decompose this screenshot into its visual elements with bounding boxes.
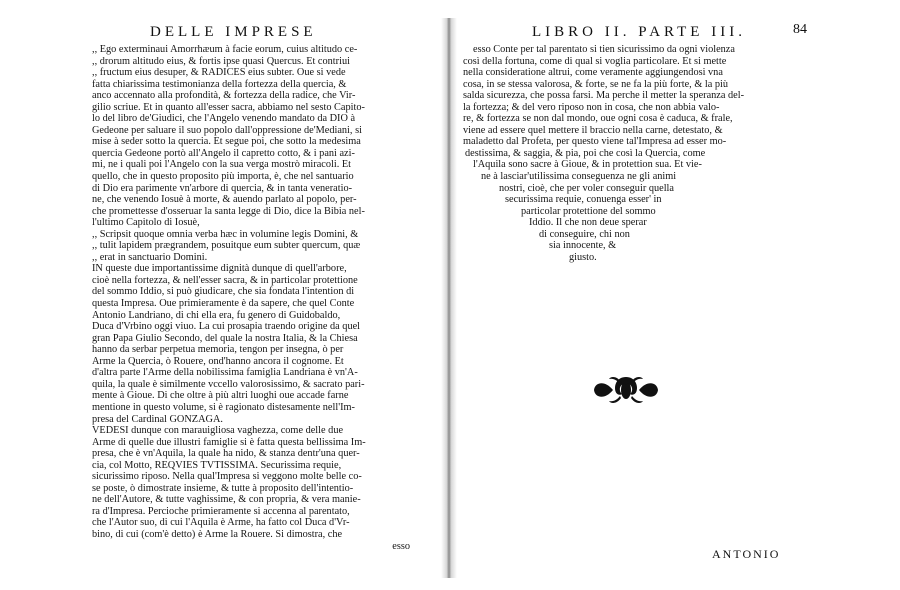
text-line: cia, col Motto, REQVIES TVTISSIMA. Securissima requie,	[92, 459, 342, 471]
text-line: ne à lasciar'utilissima conseguenza ne gli animi	[481, 171, 677, 183]
text-line: ,, Scripsit quoque omnia verba hæc in volumine legis Domini, &	[92, 228, 359, 240]
catchword: esso	[392, 540, 410, 552]
text-line: VEDESI dunque con marauigliosa vaghezza, come delle due	[92, 425, 344, 437]
text-line: ,, Ego exterminaui Amorrhæum à facie eorum, cuius altitudo ce-	[92, 44, 358, 55]
text-line: salda sicurezza, che possa farsi. Ma perche il metter la speranza del-	[463, 90, 745, 102]
text-line: Arme la Quercia, ò Rouere, ond'hanno ancora il cognome. Et	[92, 355, 344, 367]
text-line: particolar protettione del sommo	[521, 205, 656, 217]
text-line: fatta chiarissima testimonianza della fortezza della quercia, &	[92, 78, 347, 90]
text-line: mente à Gioue. Di che oltre à più altri luoghi oue accade farne	[92, 390, 349, 402]
text-line: del sommo Iddio, si può giudicare, che sia fondata l'intention di	[92, 286, 355, 298]
text-line: l'ultimo Capitolo di Iosuè,	[92, 217, 200, 229]
text-line: la fortezza; & del vero riposo non in cosa, che non abbia valo-	[463, 101, 720, 113]
text-line: mentione in questo volume, si è ragionato distesamente nell'Im-	[92, 401, 355, 413]
text-line: presa, che è vn'Aquila, la quale ha nido, & stanza dentr'una quer-	[92, 448, 360, 460]
text-line: Antonio Landriano, di chi ella era, fu genero di Guidobaldo,	[92, 309, 341, 321]
text-line: Arme di quelle due illustri famiglie si è fatta questa bellissima Im-	[92, 436, 366, 448]
text-line: hanno da serbar perpetua memoria, tengon per insegna, ò per	[92, 344, 344, 356]
text-line: quila, la quale è similmente vccello valorosissimo, & sacrato pari-	[92, 378, 365, 390]
text-line: mise à seder sotto la quercia. Et segue poi, che sotto la medesima	[92, 136, 361, 148]
text-line: lo del libro de'Giudici, che l'Angelo venendo mandato da DIO à	[92, 113, 356, 125]
right-running-head: LIBRO II. PARTE III.	[532, 24, 746, 40]
text-line: quercia Gedeone portò all'Angelo il capretto cotto, & i pani azi-	[92, 147, 355, 159]
text-line: Gedeone per saluare il suo popolo dall'oppressione de'Mediani, si	[92, 124, 362, 136]
text-line: destissima, & saggia, & pia, poi che così la Quercia, come	[465, 147, 706, 159]
text-line: d'altra parte l'Arme della nobilissima famiglia Landriana è vn'A-	[92, 367, 358, 379]
text-line: re, & fortezza se non dal mondo, oue ogni cosa è caduca, & frale,	[463, 113, 733, 125]
text-line: bino, di cui (com'è detto) è Arme la Rouere. Si dimostra, che	[92, 528, 343, 540]
text-line: Duca d'Vrbino oggi viuo. La cui prosapia traendo origine da quel	[92, 321, 361, 333]
text-line: se poste, ò dimostrate insieme, & tutte à proposito dell'intentio-	[92, 482, 354, 494]
left-running-head: DELLE IMPRESE	[150, 24, 317, 40]
text-line: di Dio era parimente vn'arbore di quercia, & in tanta veneratio-	[92, 182, 353, 194]
text-line: gran Papa Giulio Secondo, del quale la nostra Italia, & la Chiesa	[92, 332, 358, 344]
text-line: cioè nella fortezza, & nell'esser sacra, & in particolar protettione	[92, 274, 358, 286]
text-line: sia innocente, &	[549, 240, 617, 252]
text-line: nostri, cioè, che per voler conseguir quella	[499, 182, 674, 194]
text-line: sicurissimo riposo. Nella qual'Impresa si veggono molte belle co-	[92, 471, 362, 483]
text-line: di conseguire, chi non	[539, 228, 630, 240]
page-number: 84	[793, 22, 807, 37]
text-line: ,, tulit lapidem prægrandem, posuitque eum subter quercum, quæ	[92, 240, 361, 252]
text-line: cosa, in se stessa valorosa, & forte, se ne fa la più forte, & la più	[463, 78, 729, 90]
fleuron-ornament-icon	[591, 374, 661, 406]
text-line: nella consideratione altrui, come veramente aggiungendosi vna	[463, 67, 723, 79]
text-line: giusto.	[569, 251, 597, 263]
text-line: ne, che venendo Iosuè à morte, & auendo parlato al popolo, per-	[92, 194, 357, 206]
right-body-text	[457, 44, 787, 263]
text-line: viene ad essere quel mettere il braccio nella carne, detestato, &	[463, 124, 723, 136]
text-line: ne dell'Autore, & tutte vaghissime, & con propria, & vera manie-	[92, 494, 361, 506]
left-page	[0, 0, 441, 590]
text-line: IN queste due importantissime dignità dunque di quell'arbore,	[92, 263, 347, 275]
text-line: questa Impresa. Oue primieramente è da sapere, che quel Conte	[92, 298, 355, 310]
right-page	[457, 0, 900, 590]
catchword: ANTONIO	[712, 547, 781, 561]
book-gutter	[441, 18, 457, 578]
text-line: Iddio. Il che non deue sperar	[529, 217, 647, 229]
text-line: ,, drorum altitudo eius, & fortis ipse quasi Quercus. Et contriui	[92, 55, 350, 67]
text-line: esso Conte per tal parentato si tien sicurissimo da ogni violenza	[473, 44, 735, 55]
text-line: quello, che in questo proposito più importa, è, che nel santuario	[92, 171, 354, 183]
text-line: gilio scriue. Et in quanto all'esser sacra, abbiamo nel sesto Capito-	[92, 101, 365, 113]
text-line: che promettesse d'osseruar la santa legge di Dio, dice la Bibia nel-	[92, 205, 365, 217]
text-line: anco accennato alla profondità, & fortezza della radice, che Vir-	[92, 90, 356, 102]
text-line: che l'Autor suo, di cui l'Aquila è Arme, ha fatto col Duca d'Vr-	[92, 517, 350, 529]
text-line: mi, ne i quali poi l'Angelo con la sua verga mostrò miracoli. Et	[92, 159, 352, 171]
text-line: presa del Cardinal GONZAGA.	[92, 413, 223, 425]
text-line: così della fortuna, come di qual si voglia particolare. Et si mette	[463, 55, 727, 67]
text-line: securissima requie, conuenga esser' in	[505, 194, 662, 206]
text-line: ,, erat in sanctuario Domini.	[92, 251, 208, 263]
text-line: l'Aquila sono sacre à Gioue, & in protettion sua. Et vie-	[473, 159, 702, 171]
text-line: ,, fructum eius desuper, & RADICES eius subter. Oue si vede	[92, 67, 346, 79]
text-line: ra d'Impresa. Percioche primieramente si accenna al parentato,	[92, 505, 350, 517]
text-line: maladetto dal Profeta, per questo viene tal'Impresa ad esser mo-	[463, 136, 727, 148]
left-body-text	[92, 44, 414, 552]
